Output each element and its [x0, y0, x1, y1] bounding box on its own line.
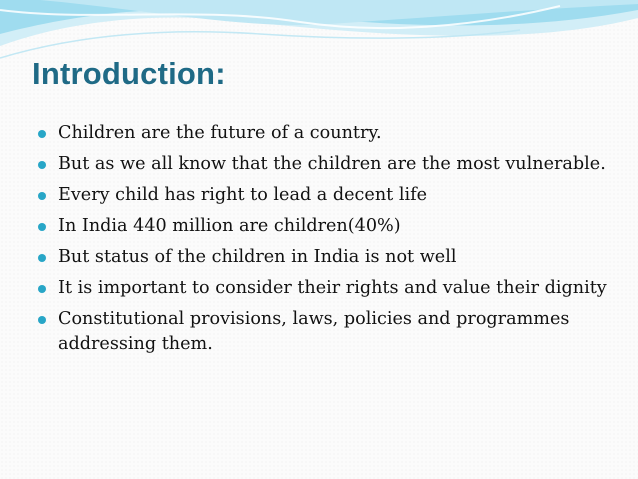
bullet-item	[38, 307, 613, 357]
bullet-item	[38, 245, 613, 270]
bullet-item	[38, 152, 613, 177]
bullet-text: It is important to consider their rights and value their dignity	[58, 278, 607, 298]
bullet-icon	[38, 161, 46, 169]
bullet-icon	[38, 192, 46, 200]
bullet-icon	[38, 285, 46, 293]
bullet-text: Children are the future of a country.	[58, 123, 382, 143]
bullet-icon	[38, 316, 46, 324]
bullet-text: Constitutional provisions, laws, policies and programmes addressing them.	[58, 309, 570, 354]
bullet-item	[38, 121, 613, 146]
bullet-text: Every child has right to lead a decent life	[58, 185, 427, 205]
slide-title: Introduction:	[32, 56, 226, 91]
bullet-text: In India 440 million are children(40%)	[58, 216, 401, 236]
bullet-icon	[38, 223, 46, 231]
bullet-item	[38, 183, 613, 208]
bullet-text: But status of the children in India is not well	[58, 247, 457, 267]
bullet-text: But as we all know that the children are the most vulnerable.	[58, 154, 606, 174]
bullet-item	[38, 214, 613, 239]
bullet-icon	[38, 254, 46, 262]
bullet-list	[38, 121, 613, 363]
bullet-item	[38, 276, 613, 301]
bullet-icon	[38, 130, 46, 138]
